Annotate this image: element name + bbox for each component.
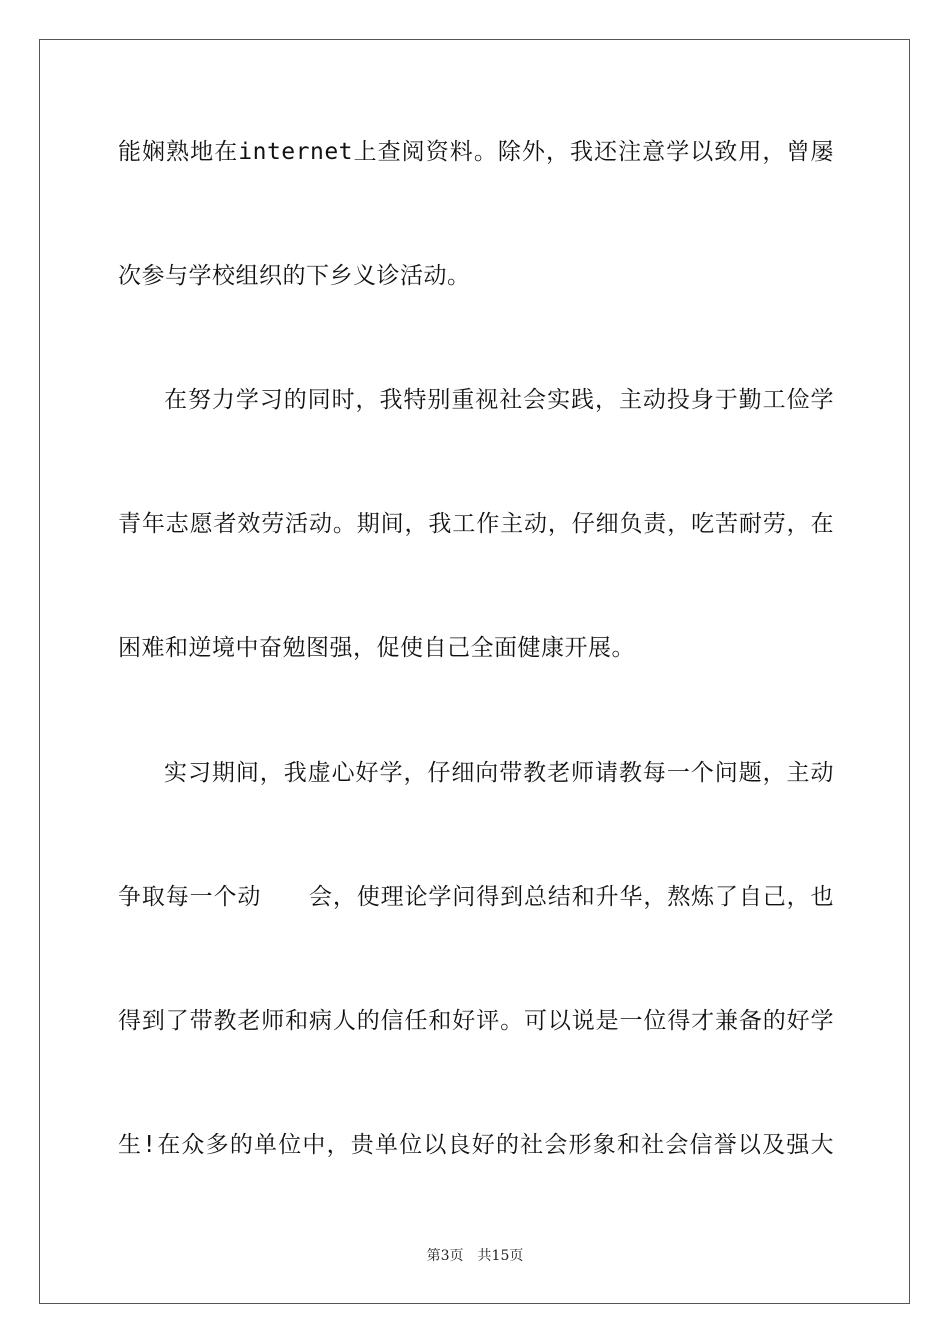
text-line: 困难和逆境中奋勉图强，促使自己全面健康开展。: [118, 635, 635, 661]
text-line: 青年志愿者效劳活动。期间，我工作主动，仔细负责，吃苦耐劳，在: [118, 511, 834, 537]
text-line: 能娴熟地在internet上查阅资料。除外，我还注意学以致用，曾屡: [118, 139, 834, 165]
text-line: 次参与学校组织的下乡义诊活动。: [118, 263, 471, 289]
page-border: [39, 39, 910, 1304]
page-number: 第3页: [426, 1248, 464, 1264]
text-line: 争取每一个动 会，使理论学问得到总结和升华，熬炼了自己，也: [118, 884, 834, 910]
text-line: 在努力学习的同时，我特别重视社会实践，主动投身于勤工俭学: [164, 387, 834, 413]
text-line: 得到了带教老师和病人的信任和好评。可以说是一位得才兼备的好学: [118, 1008, 834, 1034]
page-footer: [0, 1245, 950, 1265]
text-line: 实习期间，我虚心好学，仔细向带教老师请教每一个问题，主动: [164, 760, 834, 786]
page-total: 共15页: [477, 1248, 524, 1264]
text-line: 生!在众多的单位中，贵单位以良好的社会形象和社会信誉以及强大: [118, 1132, 834, 1158]
